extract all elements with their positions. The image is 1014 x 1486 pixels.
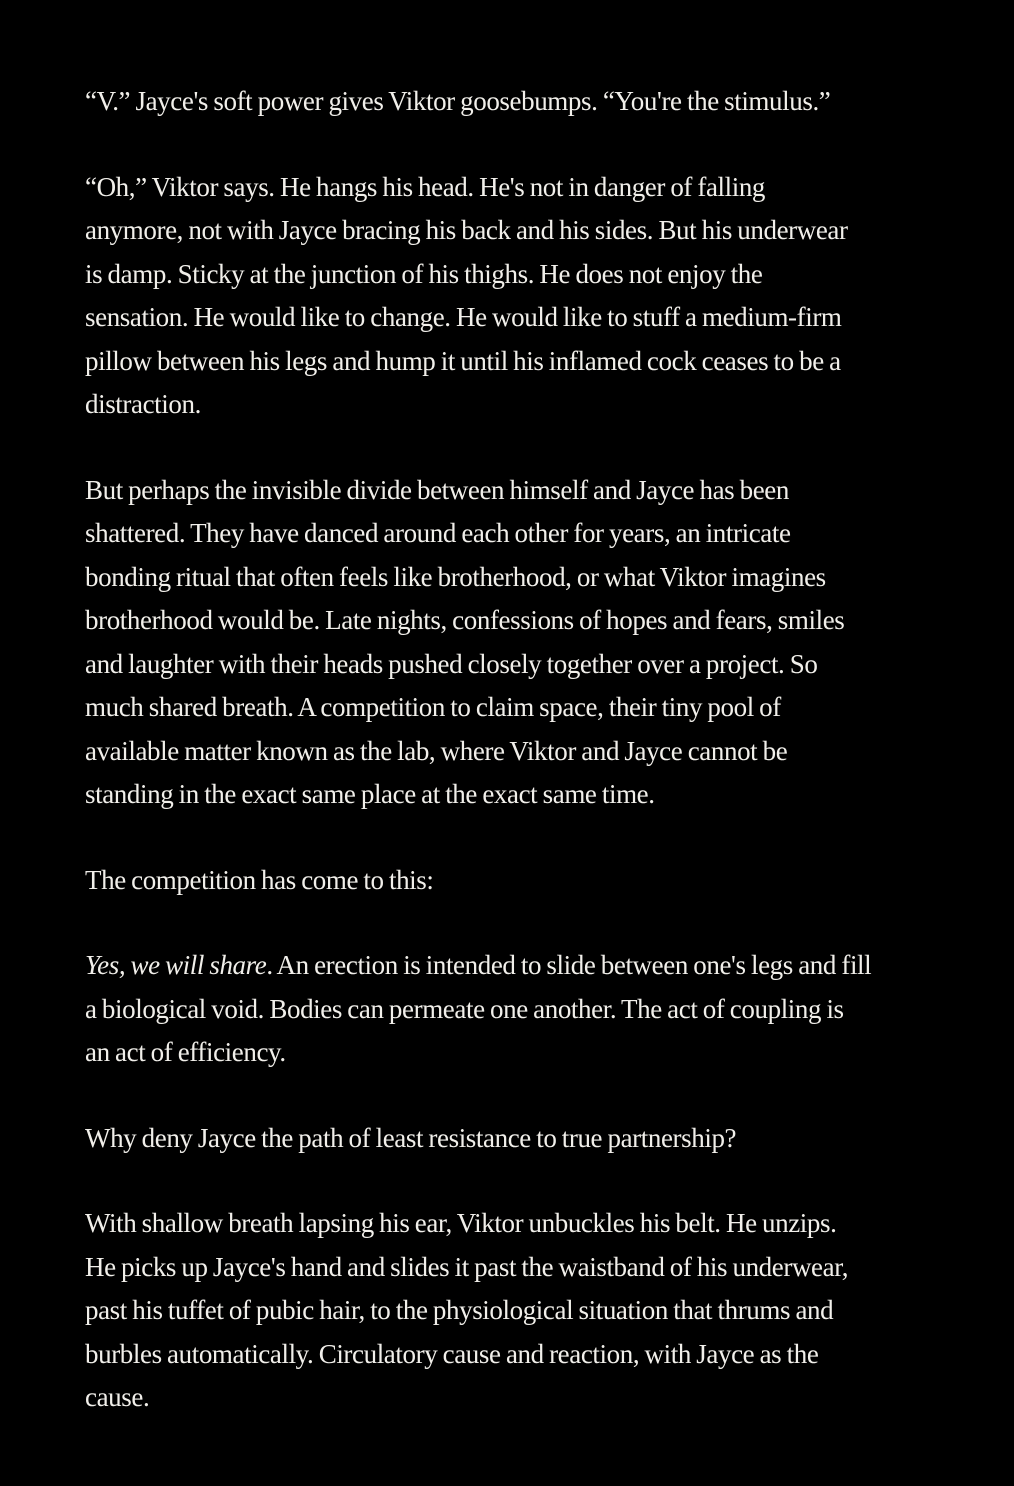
text-line <box>85 340 994 384</box>
text-line <box>85 469 994 513</box>
text-run: “V.” Jayce's soft power gives Viktor goosebumps. “You're the stimulus.” <box>85 86 831 116</box>
text-run: anymore, not with Jayce bracing his back and his sides. But his underwear <box>85 215 848 245</box>
text-run: He picks up Jayce's hand and slides it past the waistband of his underwear, <box>85 1251 849 1282</box>
text-run: Why deny Jayce the path of least resistance to true partnership? <box>85 1122 737 1153</box>
text-run: standing in the exact same place at the exact same time. <box>85 779 655 809</box>
text-line <box>85 643 994 687</box>
paragraph <box>85 469 994 817</box>
text-run: is damp. Sticky at the junction of his thighs. He does not enjoy the <box>85 258 763 289</box>
text-run: brotherhood would be. Late nights, confessions of hopes and fears, smiles <box>85 605 845 635</box>
text-run: . An erection is intended to slide between one's legs and fill <box>266 950 872 980</box>
text-run: much shared breath. A competition to claim space, their tiny pool of <box>85 692 781 722</box>
text-run: burbles automatically. Circulatory cause and reaction, with Jayce as the <box>85 1338 819 1369</box>
text-line <box>85 253 994 297</box>
text-run: With shallow breath lapsing his ear, Viktor unbuckles his belt. He unzips. <box>85 1208 837 1238</box>
paragraph <box>85 1202 994 1420</box>
text-line <box>85 1117 994 1161</box>
text-line <box>85 730 994 774</box>
text-run: shattered. They have danced around each other for years, an intricate <box>85 518 791 548</box>
text-run: and laughter with their heads pushed closely together over a project. So <box>85 648 818 679</box>
paragraph <box>85 166 994 427</box>
text-line <box>85 859 994 903</box>
text-line <box>85 166 994 210</box>
text-run: pillow between his legs and hump it until his inflamed cock ceases to be a <box>85 345 841 376</box>
text-run: But perhaps the invisible divide between himself and Jayce has been <box>85 474 789 505</box>
text-run: distraction. <box>85 389 201 419</box>
text-line <box>85 1246 994 1290</box>
italic-text-run: Yes, we will share <box>85 950 267 980</box>
text-run: The competition has come to this: <box>85 864 434 895</box>
text-run: past his tuffet of pubic hair, to the physiological situation that thrums and <box>85 1295 834 1325</box>
text-line <box>85 1376 994 1420</box>
text-line <box>85 383 994 427</box>
text-run: an act of efficiency. <box>85 1037 286 1067</box>
text-line <box>85 944 994 988</box>
text-line <box>85 512 994 556</box>
text-line <box>85 988 994 1032</box>
text-line <box>85 556 994 600</box>
text-line <box>85 1333 994 1377</box>
text-line <box>85 686 994 730</box>
text-run: “Oh,” Viktor says. He hangs his head. He's not in danger of falling <box>85 171 766 202</box>
text-line <box>85 209 994 253</box>
paragraph <box>85 944 994 1075</box>
text-run: sensation. He would like to change. He would like to stuff a medium-firm <box>85 302 842 332</box>
text-run: bonding ritual that often feels like brotherhood, or what Viktor imagines <box>85 561 826 592</box>
paragraph <box>85 859 994 903</box>
text-line <box>85 1289 994 1333</box>
paragraph <box>85 1117 994 1161</box>
text-line <box>85 80 994 124</box>
text-line <box>85 773 994 817</box>
text-run: available matter known as the lab, where Viktor and Jayce cannot be <box>85 735 788 766</box>
paragraph <box>85 80 994 124</box>
text-line <box>85 296 994 340</box>
text-line <box>85 1031 994 1075</box>
text-run: a biological void. Bodies can permeate one another. The act of coupling is <box>85 993 844 1024</box>
text-line <box>85 599 994 643</box>
text-run: cause. <box>85 1382 150 1412</box>
text-line <box>85 1202 994 1246</box>
